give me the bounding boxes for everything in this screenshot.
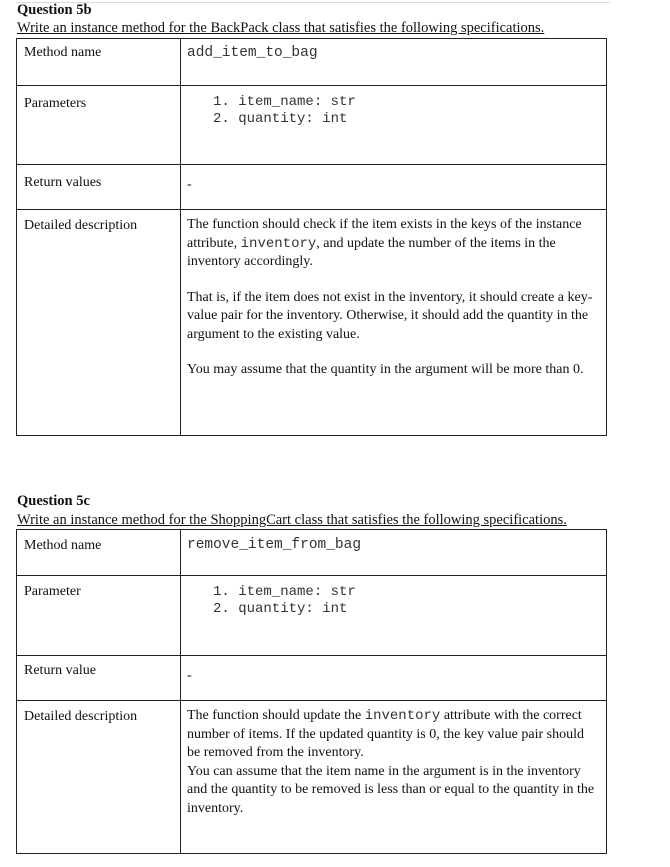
question-5b-instructions: Write an instance method for the BackPack class that satisfies the following specifications. [17, 20, 545, 36]
parameter-item: 1. item_name: str [213, 94, 356, 110]
inline-code: inventory [364, 708, 441, 724]
value-method-name [181, 39, 607, 86]
parameter-list [187, 584, 600, 618]
description-paragraph: You may assume that the quantity in the argument will be more than 0. [187, 362, 584, 377]
return-value: - [187, 177, 192, 192]
question-5b-title: Question 5b [17, 2, 92, 18]
parameter-item: 2. quantity: int [213, 601, 348, 617]
row-method-name [17, 39, 607, 86]
value-return [181, 165, 607, 210]
question-5c-title: Question 5c [17, 493, 90, 509]
value-description [181, 701, 607, 854]
value-description [181, 210, 607, 436]
row-return-values [17, 656, 607, 701]
method-name: remove_item_from_bag [187, 537, 362, 553]
label-detailed-description: Detailed description [17, 210, 181, 436]
row-parameters [17, 86, 607, 165]
label-method-name: Method name [17, 530, 181, 576]
description-paragraph: That is, if the item does not exist in the inventory, it should create a key-value pair for the inventory. Otherwise, it should add the quantity in the argument to the existing value. [187, 289, 593, 342]
return-value: - [187, 668, 192, 683]
parameter-item: 1. item_name: str [213, 584, 356, 600]
row-method-name [17, 530, 607, 576]
description-text: The function should update the [187, 708, 365, 723]
value-method-name [181, 530, 607, 576]
question-5c-instructions: Write an instance method for the ShoppingCart class that satisfies the following specifications. [17, 512, 567, 528]
label-parameters: Parameter [17, 576, 181, 656]
spec-table-5b [16, 38, 607, 436]
label-method-name: Method name [17, 39, 181, 86]
inline-code: inventory [240, 235, 317, 252]
row-description [17, 210, 607, 436]
value-parameters [181, 576, 607, 656]
description-paragraph [187, 216, 600, 272]
description-paragraph: You can assume that the item name in the argument is in the inventory and the quantity to be removed is less than or equal to the quantity in the inventory. [187, 763, 595, 816]
label-parameters: Parameters [17, 86, 181, 165]
parameter-item: 2. quantity: int [213, 111, 348, 127]
description-text: attribute with the correct number of items. If the updated quantity is 0, the key value pair should be removed from the inventory. [187, 708, 584, 760]
label-detailed-description: Detailed description [17, 701, 181, 854]
description-paragraph [187, 707, 600, 763]
label-return-values: Return values [17, 165, 181, 210]
description-text: , and update the number of the items in the inventory accordingly. [187, 235, 556, 269]
top-rule [16, 2, 610, 3]
row-return-values [17, 165, 607, 210]
value-parameters [181, 86, 607, 165]
value-return [181, 656, 607, 701]
row-description [17, 701, 607, 854]
spec-table-5c [16, 529, 607, 854]
parameter-list [187, 94, 600, 128]
method-name: add_item_to_bag [187, 45, 318, 61]
label-return-values: Return value [17, 656, 181, 701]
row-parameters [17, 576, 607, 656]
description-text: The function should check if the item exists in the keys of the instance attribute, [187, 217, 582, 251]
